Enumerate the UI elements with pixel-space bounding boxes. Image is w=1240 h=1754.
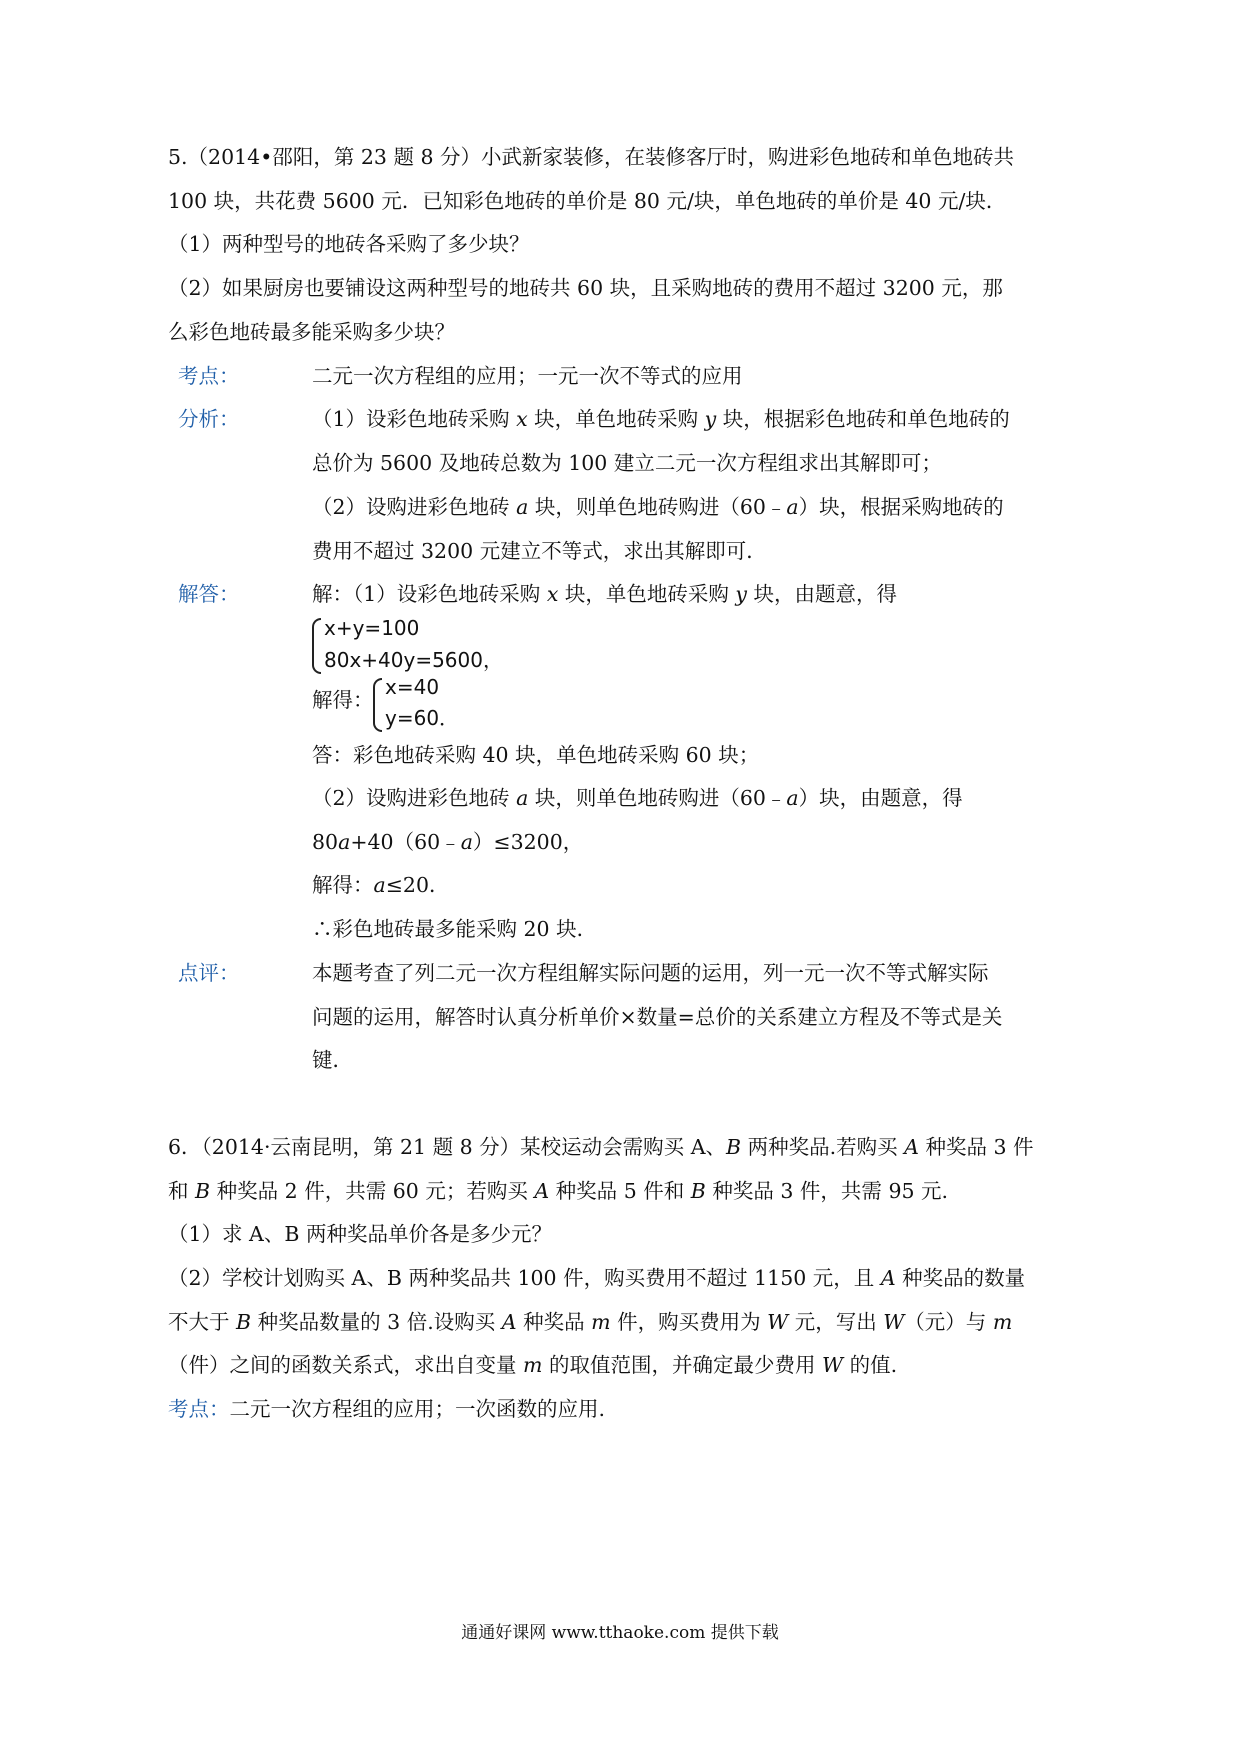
- q5-line-2: 100 块，共花费 5600 元．已知彩色地砖的单价是 80 元/块，单色地砖的单价是 40 元/块．: [168, 189, 1007, 213]
- kaodian-text: 二元一次方程组的应用；一元一次不等式的应用: [312, 364, 743, 388]
- jieda-line-2: （2）设购进彩色地砖 a 块，则单色地砖购进（60﹣a）块，由题意，得: [312, 786, 963, 810]
- dianping-line-3: 键．: [312, 1048, 353, 1072]
- q6-kaodian-label: 考点：: [168, 1397, 230, 1421]
- system-brace: [312, 618, 321, 674]
- conclusion: ∴彩色地砖最多能采购 20 块．: [312, 917, 598, 941]
- dianping-line-1: 本题考查了列二元一次方程组解实际问题的运用，列一元一次不等式解实际: [312, 961, 989, 985]
- fenxi-label: 分析：: [178, 407, 240, 431]
- inequality-solution: 解得：a≤20．: [312, 873, 450, 897]
- q6-part-2: （2）学校计划购买 A、B 两种奖品共 100 件，购买费用不超过 1150 元，且 A 种奖品的数量: [168, 1266, 1026, 1290]
- kaodian-label: 考点：: [178, 364, 240, 388]
- q6-part-2-cont-2: （件）之间的函数关系式，求出自变量 m 的取值范围，并确定最少费用 W 的值.: [168, 1353, 898, 1377]
- solution-2: y=60．: [385, 706, 460, 730]
- q6-part-2-cont: 不大于 B 种奖品数量的 3 倍.设购买 A 种奖品 m 件，购买费用为 W 元，写出 W（元）与 m: [168, 1310, 1013, 1334]
- q5-part-1: （1）两种型号的地砖各采购了多少块？: [168, 232, 530, 256]
- fenxi-line-1: （1）设彩色地砖采购 x 块，单色地砖采购 y 块，根据彩色地砖和单色地砖的: [312, 407, 1010, 431]
- equation-2: 80x+40y=5600，: [324, 648, 503, 672]
- inequality: 80a+40（60﹣a）≤3200，: [312, 830, 584, 854]
- equation-1: x+y=100: [324, 616, 420, 640]
- jieda-line-1: 解：（1）设彩色地砖采购 x 块，单色地砖采购 y 块，由题意，得: [312, 582, 898, 606]
- q6-line-1: 6．（2014·云南昆明，第 21 题 8 分）某校运动会需购买 A、B 两种奖品.若购买 A 种奖品 3 件: [168, 1135, 1034, 1159]
- answer-1: 答：彩色地砖采购 40 块，单色地砖采购 60 块；: [312, 743, 760, 767]
- q5-part-2: （2）如果厨房也要铺设这两种型号的地砖共 60 块，且采购地砖的费用不超过 3200 元，那: [168, 276, 1003, 300]
- dianping-label: 点评：: [178, 961, 240, 985]
- q6-kaodian: [168, 1395, 605, 1423]
- jiede-label: 解得：: [312, 688, 374, 712]
- page-footer: 通通好课网 www.tthaoke.com 提供下载: [461, 1623, 779, 1643]
- fenxi-line-4: 费用不超过 3200 元建立不等式，求出其解即可．: [312, 539, 767, 563]
- q5-line-1: 5.（2014•邵阳，第 23 题 8 分）小武新家装修，在装修客厅时，购进彩色地砖和单色地砖共: [168, 145, 1015, 169]
- q6-line-2: 和 B 种奖品 2 件，共需 60 元；若购买 A 种奖品 5 件和 B 种奖品 3 件，共需 95 元.: [168, 1179, 949, 1203]
- q6-part-1: （1）求 A、B 两种奖品单价各是多少元？: [168, 1222, 552, 1246]
- solution-1: x=40: [385, 675, 440, 699]
- q5-part-2-cont: 么彩色地砖最多能采购多少块？: [168, 320, 455, 344]
- solution-brace: [373, 678, 382, 732]
- q6-kaodian-text: 二元一次方程组的应用；一次函数的应用.: [229, 1397, 606, 1421]
- fenxi-line-2: 总价为 5600 及地砖总数为 100 建立二元一次方程组求出其解即可；: [312, 451, 942, 475]
- fenxi-line-3: （2）设购进彩色地砖 a 块，则单色地砖购进（60﹣a）块，根据采购地砖的: [312, 495, 1004, 519]
- jieda-label: 解答：: [178, 582, 240, 606]
- dianping-line-2: 问题的运用，解答时认真分析单价×数量=总价的关系建立方程及不等式是关: [312, 1005, 1003, 1029]
